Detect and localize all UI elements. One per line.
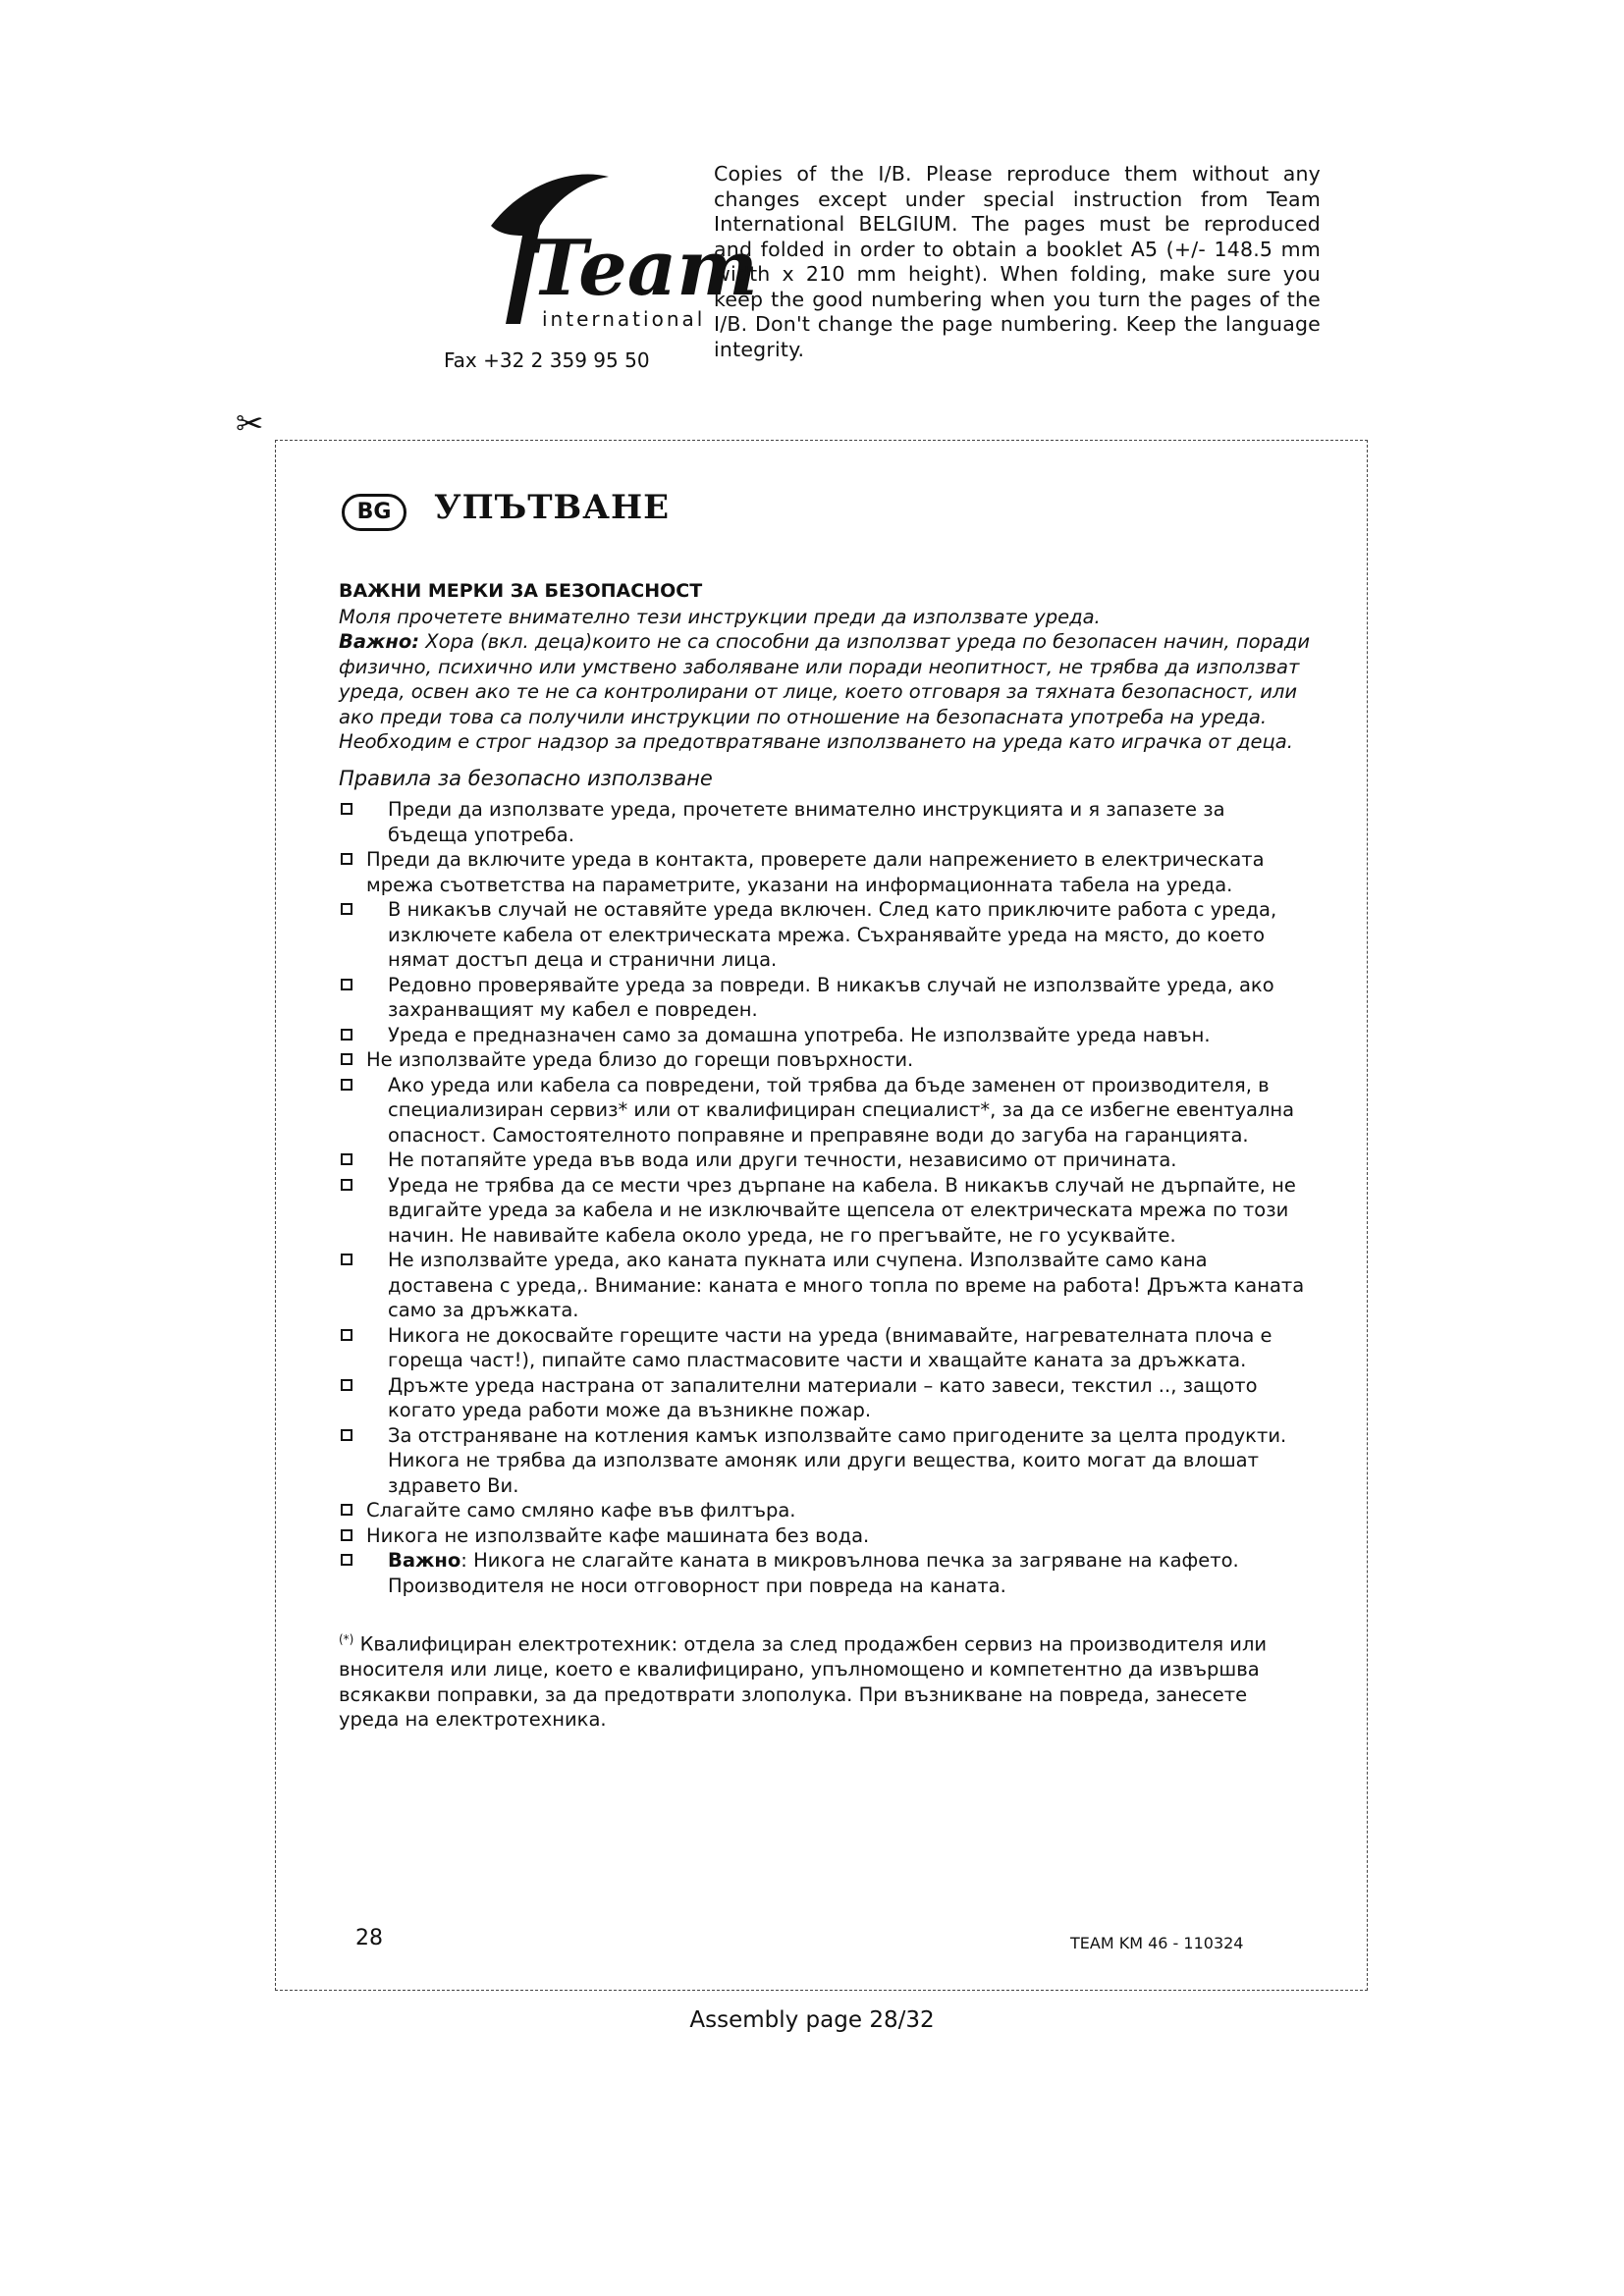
- rules-list: [339, 797, 1311, 1598]
- checkbox-icon: [341, 1153, 352, 1165]
- important-paragraph: [339, 629, 1311, 729]
- assembly-page-label: Assembly page 28/32: [689, 2007, 935, 2033]
- checkbox-icon: [341, 1053, 352, 1065]
- fax-number: Fax +32 2 359 95 50: [444, 348, 650, 372]
- checkbox-icon: [341, 1554, 352, 1566]
- rules-heading: Правила за безопасно използване: [339, 766, 713, 790]
- checkbox-icon: [341, 1379, 352, 1391]
- checkbox-icon: [341, 1529, 352, 1541]
- list-item: Дръжте уреда настрана от запалителни материали – като завеси, текстил .., защото когато уреда работи може да възникне пожар.: [339, 1373, 1311, 1423]
- list-item: Слагайте само смляно кафе във филтъра.: [339, 1498, 1311, 1523]
- page-title: УПЪТВАНЕ: [434, 488, 670, 527]
- checkbox-icon: [341, 853, 352, 865]
- supervision-text: Необходим е строг надзор за предотвратяване използването на уреда като играчка от деца.: [339, 730, 1293, 753]
- list-item: Преди да използвате уреда, прочетете внимателно инструкцията и я запазете за бъдеща употреба.: [339, 797, 1311, 847]
- list-item: За отстраняване на котления камък използвайте само пригодените за целта продукти. Никога не трябва да използвате амоняк или други вещества, които могат да влошат здравето Ви.: [339, 1423, 1311, 1499]
- important-text: Хора (вкл. деца)които не са способни да използват уреда по безопасен начин, поради физично, психично или умствено заболяване или поради неопитност, не трябва да използват уреда, освен ако те не са контролирани от лице, което отговаря за тяхната безопасност, или ако преди това са получили инструкции по отношение на безопасната употреба на уреда.: [339, 630, 1311, 728]
- important-label: Важно:: [339, 630, 420, 653]
- list-item: Не потапяйте уреда във вода или други течности, независимо от причината.: [339, 1148, 1311, 1173]
- intro-text: Моля прочетете внимателно тези инструкции преди да използвате уреда.: [339, 605, 1101, 628]
- footnote: [339, 1628, 1311, 1733]
- list-item: Не използвайте уреда, ако каната пукната или счупена. Използвайте само кана доставена с уреда,. Внимание: каната е много топла по време на работа! Дръжта каната само за дръжката.: [339, 1248, 1311, 1323]
- list-item: Не използвайте уреда близо до горещи повърхности.: [339, 1047, 1311, 1073]
- checkbox-icon: [341, 803, 352, 815]
- checkbox-icon: [341, 1079, 352, 1091]
- list-item: В никакъв случай не оставяйте уреда включен. След като приключите работа с уреда, изключете кабела от електрическата мрежа. Съхранявайте уреда на място, до което нямат достъп деца и странични лица.: [339, 897, 1311, 973]
- list-item: Уреда не трябва да се мести чрез дърпане на кабела. В никакъв случай не дърпайте, не вдигайте уреда за кабела и не изключвайте щепсела от електрическата мрежа по този начин. Не навивайте кабела около уреда, не го прегъвайте, не го усуквайте.: [339, 1173, 1311, 1249]
- checkbox-icon: [341, 1329, 352, 1341]
- list-item: Преди да включите уреда в контакта, проверете дали напрежението в електрическата мрежа съответства на параметрите, указани на информационната табела на уреда.: [339, 847, 1311, 897]
- team-international-logo: [461, 157, 758, 344]
- checkbox-icon: [341, 903, 352, 915]
- instructions-content: [339, 579, 1311, 1751]
- checkbox-icon: [341, 1029, 352, 1041]
- list-item: Никога не докосвайте горещите части на уреда (внимавайте, нагревателната плоча е гореща част!), пипайте само пластмасовите части и хващайте каната за дръжката.: [339, 1323, 1311, 1373]
- checkbox-icon: [341, 1429, 352, 1441]
- list-item: Никога не използвайте кафе машината без вода.: [339, 1523, 1311, 1549]
- logo-word: Team: [530, 224, 758, 313]
- checkbox-icon: [341, 1254, 352, 1265]
- logo-subtitle: international: [542, 307, 706, 331]
- footnote-text: Квалифициран електротехник: отдела за след продажбен сервиз на производителя или вносителя или лице, което е квалифицирано, упълномощено и компетентно да извършва всякакви поправки, за да предотврати злополука. При възникване на повреда, занесете уреда на електротехника.: [339, 1632, 1268, 1731]
- page-number: 28: [355, 1926, 383, 1950]
- checkbox-icon: [341, 1179, 352, 1191]
- model-code: TEAM KM 46 - 110324: [1070, 1934, 1244, 1952]
- footnote-mark: (*): [339, 1632, 354, 1646]
- checkbox-icon: [341, 1504, 352, 1516]
- scissors-icon: ✂: [236, 404, 264, 444]
- list-item: Уреда е предназначен само за домашна употреба. Не използвайте уреда навън.: [339, 1023, 1311, 1048]
- important-label: Важно: [388, 1549, 461, 1572]
- language-badge: BG: [342, 494, 406, 531]
- reproduction-note: Copies of the I/B. Please reproduce them without any changes except under special instruction from Team International BELGIUM. The pages must be reproduced and folded in order to obtain a booklet A5 (+/- 148.5 mm width x 210 mm height). When folding, make sure you keep the good numbering when you turn the pages of the I/B. Don't change the page numbering. Keep the language integrity.: [714, 162, 1321, 361]
- section-heading: ВАЖНИ МЕРКИ ЗА БЕЗОПАСНОСТ: [339, 580, 703, 602]
- list-item: Важно: Никога не слагайте каната в микровълнова печка за загряване на кафето. Производителя не носи отговорност при повреда на каната.: [339, 1548, 1311, 1598]
- list-item: Редовно проверявайте уреда за повреди. В никакъв случай не използвайте уреда, ако захранващият му кабел е повреден.: [339, 973, 1311, 1023]
- list-item: Ако уреда или кабела са повредени, той трябва да бъде заменен от производителя, в специализиран сервиз* или от квалифициран специалист*, за да се избегне евентуална опасност. Самостоятелното поправяне и преправяне води до загуба на гаранцията.: [339, 1073, 1311, 1148]
- checkbox-icon: [341, 979, 352, 990]
